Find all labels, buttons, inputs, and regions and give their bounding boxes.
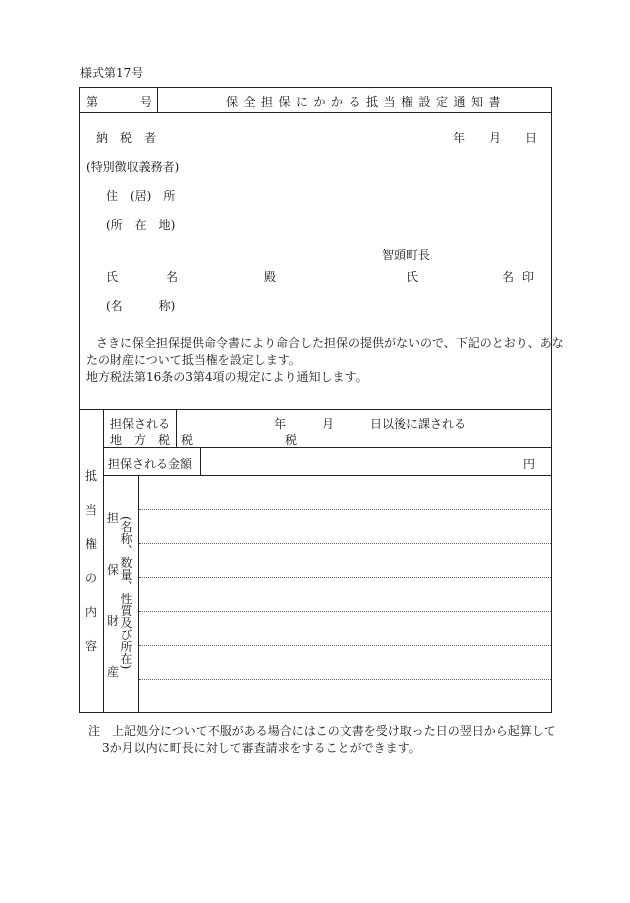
property-line-4 (139, 611, 551, 612)
taxpayer-label: 納 税 者 (96, 131, 157, 145)
frame-right (551, 87, 552, 713)
table-top (79, 409, 552, 410)
note-line-1: 注 上記処分について不服がある場合にはこの文書を受け取った日の翌日から起算して (88, 724, 556, 738)
property-line-2 (139, 543, 551, 544)
property-line-6 (139, 679, 551, 680)
date-day-label: 日 (525, 131, 538, 145)
secured-date-month: 月 (322, 417, 335, 431)
side-label-char-4: の (84, 571, 97, 585)
side-label-char-6: 容 (84, 639, 97, 653)
side-label-divider (103, 409, 104, 713)
name-label: 氏 名 (106, 270, 179, 284)
corp-name-label: (名 称) (106, 299, 176, 313)
property-label-divider (138, 475, 139, 713)
amount-row-top (103, 447, 552, 448)
mayor-label: 智頭町長 (382, 248, 431, 262)
seal-mark: 印 (522, 270, 535, 284)
sender-name-label-1: 氏 (406, 270, 419, 284)
header-divider (79, 112, 552, 113)
form-number: 様式第17号 (80, 66, 144, 80)
property-note: (名称、数量、性質及び所在) (119, 516, 133, 670)
secured-date-year: 年 (274, 417, 287, 431)
secured-tax-label-2: 地 方 税 (110, 433, 171, 447)
property-line-5 (139, 645, 551, 646)
property-label-char-2: 保 (106, 563, 119, 577)
amount-label-divider (200, 447, 201, 476)
side-label-char-1: 抵 (84, 469, 97, 483)
amount-row-bottom (103, 475, 552, 476)
secured-date-suffix: 日以後に課される (370, 417, 467, 431)
body-paragraph-2: 地方税法第16条の3第4項の規定により通知します。 (86, 370, 368, 384)
location-label: (所 在 地) (106, 218, 176, 232)
property-label-char-4: 産 (106, 665, 119, 679)
frame-top (79, 87, 552, 88)
sender-name-label-2: 名 (502, 270, 515, 284)
frame-bottom (79, 712, 552, 713)
date-year-label: 年 (453, 131, 466, 145)
frame-left (79, 87, 80, 713)
body-paragraph-line-1: さきに保全担保提供命令書により命合した担保の提供がないので、下記のとおり、あな (96, 336, 564, 350)
property-line-3 (139, 577, 551, 578)
side-label-char-3: 権 (84, 537, 97, 551)
date-month-label: 月 (489, 131, 502, 145)
note-line-2: 3か月以内に町長に対して審査請求をすることができます。 (102, 741, 421, 755)
side-label-char-5: 内 (84, 605, 97, 619)
amount-label: 担保される金額 (108, 457, 193, 471)
number-label-suffix: 号 (140, 95, 153, 109)
honorific-label: 殿 (264, 270, 277, 284)
header-vertical (157, 87, 158, 113)
number-label-prefix: 第 (86, 95, 99, 109)
document-title: 保全担保にかかる抵当権設定通知書 (226, 95, 507, 109)
special-collector-label: (特別徴収義務者) (86, 160, 180, 174)
property-label-char-3: 財 (106, 614, 119, 628)
property-line-1 (139, 509, 551, 510)
side-label-char-2: 当 (84, 503, 97, 517)
tax-char-1: 税 (181, 433, 194, 447)
tax-char-2: 税 (285, 433, 298, 447)
property-label-char-1: 担 (106, 511, 119, 525)
secured-tax-label-divider (176, 409, 177, 447)
yen-label: 円 (523, 457, 536, 471)
address-label: 住 (居) 所 (106, 189, 176, 203)
body-paragraph-line-2: たの財産について抵当権を設定します。 (86, 353, 301, 367)
secured-tax-label-1: 担保される (110, 417, 171, 431)
